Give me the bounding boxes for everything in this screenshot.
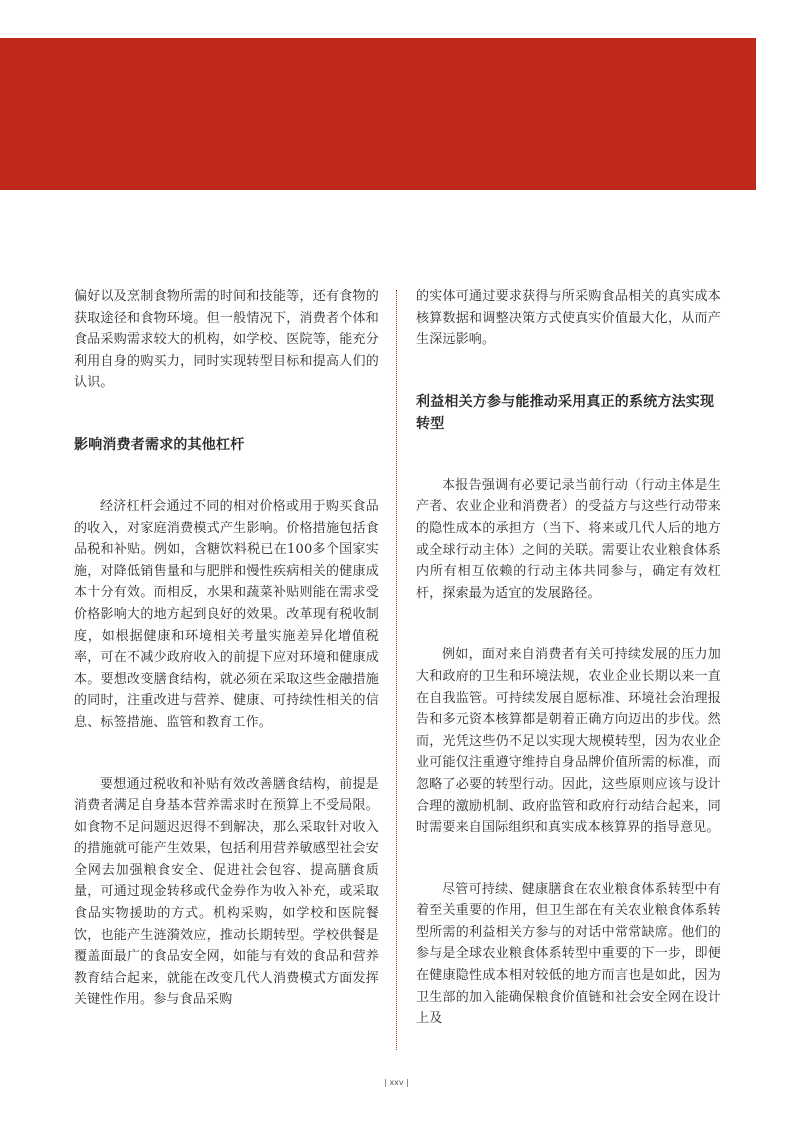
- left-column: [74, 286, 379, 1011]
- paragraph-right-3: 例如，面对来自消费者有关可持续发展的压力加大和政府的卫生和环境法规，农业企业长期以来一直在自我监管。可持续发展自愿标准、环境社会治理报告和多元资本核算都是朝着正确方向迈出的步伐。然而，光凭这些仍不足以实现大规模转型，因为农业企业可能仅注重遵守维持自身品牌价值所需的标准，而忽略了必要的转型行动。因此，这些原则应该与设计合理的激励机制、政府监管和政府行动结合起来，同时需要来自国际组织和真实成本核算界的指导意见。: [416, 647, 721, 836]
- paragraph-right-4: 尽管可持续、健康膳食在农业粮食体系转型中有着至关重要的作用，但卫生部在有关农业粮食体系转型所需的利益相关方参与的对话中常常缺席。他们的参与是全球农业粮食体系转型中重要的下一步，即便在健康隐性成本相对较低的地方而言也是如此，因为卫生部的加入能确保粮食价值链和社会安全网在设计上及: [416, 881, 721, 1027]
- section-heading-other-levers: 影响消费者需求的其他杠杆: [74, 436, 245, 453]
- header-banner: [0, 38, 756, 190]
- paragraph-right-1: 的实体可通过要求获得与所采购食品相关的真实成本核算数据和调整决策方式使真实价值最大化，从而产生深远影响。: [416, 289, 721, 348]
- right-column: [416, 286, 721, 1030]
- page-number: | xxv |: [384, 1078, 409, 1087]
- column-divider: [396, 290, 397, 1050]
- paragraph-left-2: 经济杠杆会通过不同的相对价格或用于购买食品的收入，对家庭消费模式产生影响。价格措施包括食品税和补贴。例如，含糖饮料税已在100多个国家实施，对降低销售量和与肥胖和慢性疾病相关的健康成本十分有效。而相反，水果和蔬菜补贴则能在需求受价格影响大的地方起到良好的效果。改革现有税收制度，如根据健康和环境相关考量实施差异化增值税率，可在不减少政府收入的前提下应对环境和健康成本。要想改变膳食结构，就必须在采取这些金融措施的同时，注重改进与营养、健康、可持续性相关的信息、标签措施、监管和教育工作。: [74, 498, 379, 730]
- paragraph-left-1: 偏好以及烹制食物所需的时间和技能等，还有食物的获取途径和食物环境。但一般情况下，消费者个体和食品采购需求较大的机构，如学校、医院等，能充分利用自身的购买力，同时实现转型目标和提高人们的认识。: [74, 289, 379, 391]
- section-heading-stakeholder-engagement: 利益相关方参与能推动采用真正的系统方法实现转型: [416, 393, 715, 432]
- paragraph-right-2: 本报告强调有必要记录当前行动（行动主体是生产者、农业企业和消费者）的受益方与这些行动带来的隐性成本的承担方（当下、将来或几代人后的地方或全球行动主体）之间的关联。需要让农业粮食体系内所有相互依赖的行动主体共同参与，确定有效杠杆，探索最为适宜的发展路径。: [416, 477, 721, 601]
- paragraph-left-3: 要想通过税收和补贴有效改善膳食结构，前提是消费者满足自身基本营养需求时在预算上不受局限。如食物不足问题迟迟得不到解决，那么采取针对收入的措施就可能产生效果，包括利用营养敏感型社会安全网去加强粮食安全、促进社会包容、提高膳食质量，可通过现金转移或代金券作为收入补充，或采取食品实物援助的方式。机构采购，如学校和医院餐饮，也能产生涟漪效应，推动长期转型。学校供餐是覆盖面最广的食品安全网，如能与有效的食品和营养教育结合起来，就能在改变几代人消费模式方面发挥关键性作用。参与食品采购: [74, 776, 379, 1008]
